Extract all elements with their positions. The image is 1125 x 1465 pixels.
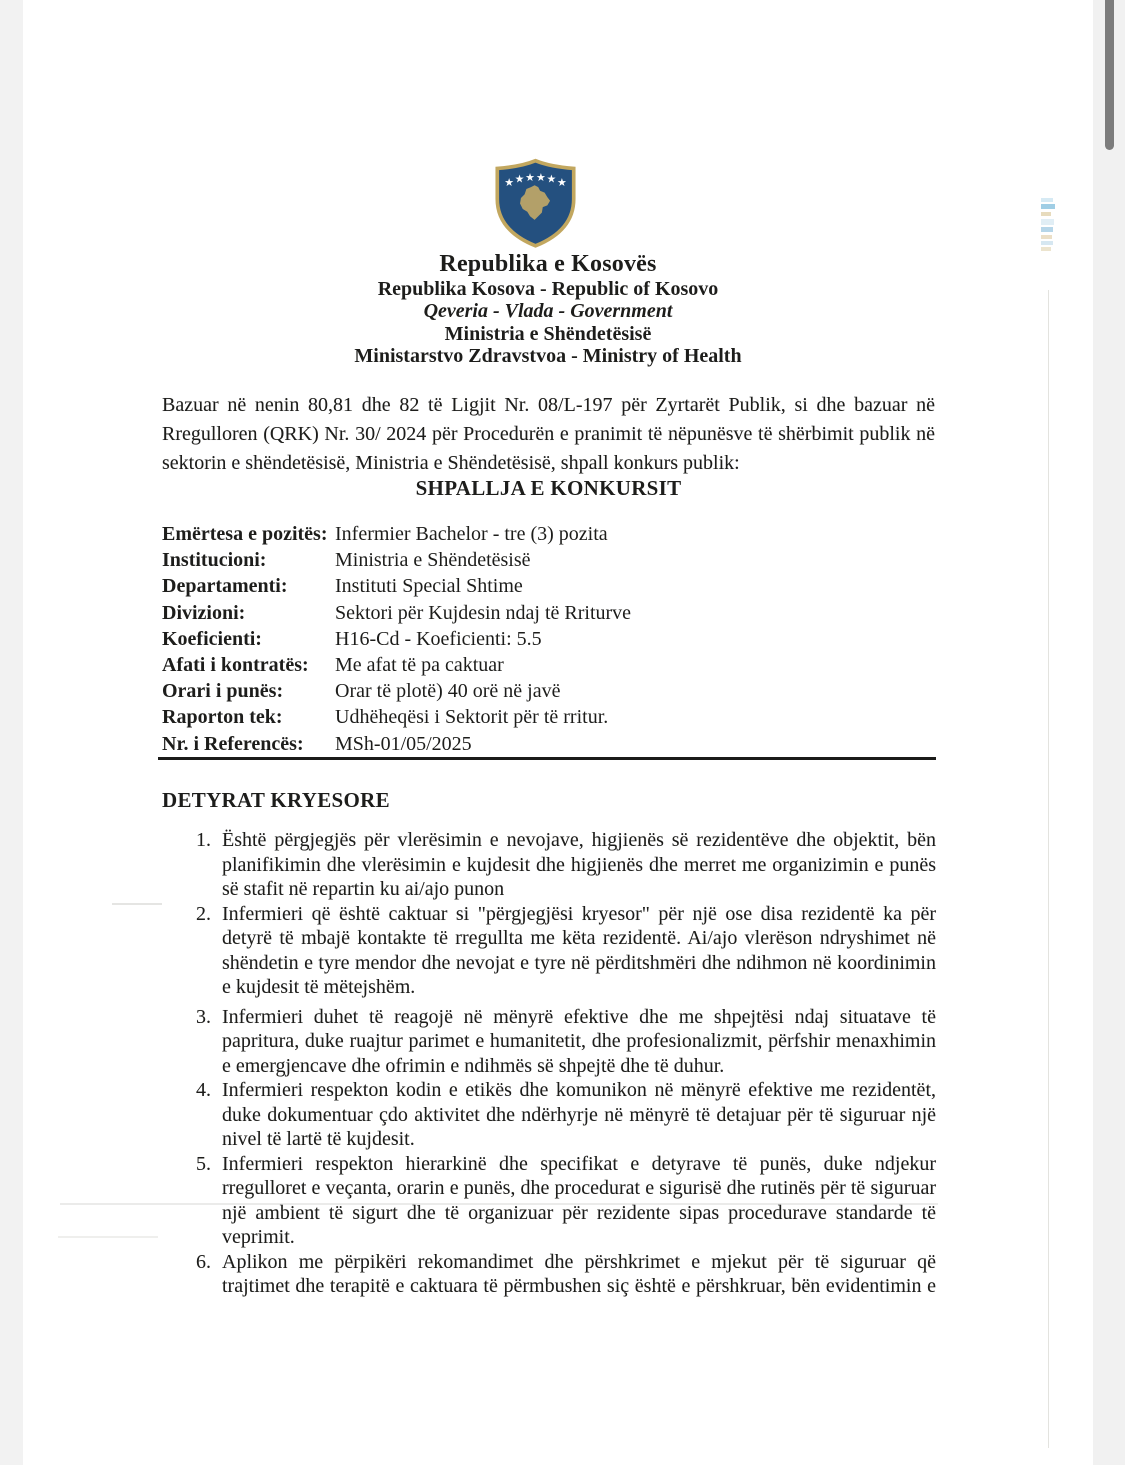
duty-text: Infermieri respekton hierarkinë dhe specifikat e detyrave të punës, duke ndjekur rregulloret e veçanta, orarin e punës, dhe procedurat e sigurisë dhe rutinës për të siguruar një ambient të sigurt dhe të organizuar për rezidente sipas procedurave standarde të veprimit. bbox=[222, 1152, 936, 1248]
scan-streak bbox=[112, 903, 162, 905]
horizontal-rule bbox=[158, 757, 936, 760]
duty-text: Është përgjegjës për vlerësimin e nevojave, higjienës së rezidentëve dhe objektit, bën planifikimin dhe vlerësimin e kujdesit dhe higjienës dhe merret me organizimin e punës së stafit në repartin ku ai/ajo punon bbox=[222, 829, 936, 900]
duty-text: Infermieri duhet të reagojë në mënyrë efektive dhe me shpejtësi ndaj situatave të papritura, duke ruajtur parimet e humanitetit, dhe profesionalizmit, përfshir menaxhimin e emergjencave dhe ofrimin e ndihmës së shpejtë dhe të duhur. bbox=[222, 1005, 936, 1077]
emblem-star-icon: ★ bbox=[504, 176, 515, 190]
duty-number: 5. bbox=[196, 1152, 211, 1175]
emblem-star-icon: ★ bbox=[546, 172, 557, 186]
letterhead-line: Republika e Kosovës bbox=[439, 251, 657, 277]
kosovo-coat-of-arms-icon bbox=[489, 158, 582, 249]
detail-value: Instituti Special Shtime bbox=[335, 575, 523, 598]
detail-value: MSh-01/05/2025 bbox=[335, 732, 472, 755]
duty-number: 3. bbox=[196, 1005, 211, 1028]
scrollbar-track[interactable] bbox=[1093, 0, 1125, 1465]
scrollbar-thumb[interactable] bbox=[1105, 0, 1114, 150]
scan-streak bbox=[58, 1236, 158, 1238]
duty-number: 1. bbox=[196, 829, 211, 851]
emblem-star-icon: ★ bbox=[556, 176, 567, 190]
viewer-left-margin bbox=[0, 0, 23, 1465]
duties-list bbox=[196, 828, 936, 1299]
detail-label: Raporton tek: bbox=[162, 706, 283, 729]
detail-label: Afati i kontratës: bbox=[162, 654, 309, 677]
intro-paragraph: Bazuar në nenin 80,81 dhe 82 të Ligjit Nr. 08/L-197 për Zyrtarët Publik, si dhe bazuar në Rregulloren (QRK) Nr. 30/ 2024 për Procedurën e pranimit të nëpunësve të shërbimit publik në sektorin e shëndetësisë, Ministria e Shëndetësisë, shpall konkurs publik: bbox=[162, 394, 935, 474]
scan-page-edge-line bbox=[1048, 290, 1049, 1448]
detail-label: Koeficienti: bbox=[162, 627, 262, 650]
duty-item bbox=[196, 1250, 936, 1299]
detail-value: Orar të plotë) 40 orë në javë bbox=[335, 680, 561, 703]
duty-number: 4. bbox=[196, 1079, 211, 1101]
detail-label: Orari i punës: bbox=[162, 680, 284, 703]
detail-label: Divizioni: bbox=[162, 601, 246, 624]
scan-color-mark bbox=[1041, 227, 1053, 232]
emblem-star-icon: ★ bbox=[525, 170, 535, 184]
duty-text: Infermieri që është caktuar si "përgjegjësi kryesor" për një ose disa rezidentë ka për detyrë të mbajë kontakte të rregullta me këta rezidentë. Ai/ajo vlerëson ndryshimet në shëndetin e tyre mendor dhe nevojat e tyre në përditshmëri dhe ndihmon në koordinimin e kujdesit të mëtejshëm. bbox=[222, 902, 936, 998]
letterhead-line: Republika Kosova - Republic of Kosovo bbox=[377, 278, 719, 300]
duties-heading: DETYRAT KRYESORE bbox=[162, 788, 390, 812]
scan-color-mark bbox=[1041, 219, 1054, 225]
announcement-title: SHPALLJA E KONKURSIT bbox=[415, 476, 682, 500]
letterhead-line: Qeveria - Vlada - Government bbox=[423, 300, 673, 323]
detail-value: Me afat të pa caktuar bbox=[335, 654, 504, 677]
letterhead-line: Ministarstvo Zdravstvoa - Ministry of Health bbox=[354, 345, 742, 368]
detail-label: Departamenti: bbox=[162, 575, 288, 598]
detail-label: Nr. i Referencës: bbox=[162, 732, 304, 755]
scan-color-mark bbox=[1041, 241, 1053, 245]
scan-color-mark bbox=[1041, 204, 1055, 209]
duty-item bbox=[196, 1078, 936, 1152]
duty-item bbox=[196, 1152, 936, 1250]
scan-color-mark bbox=[1041, 235, 1052, 239]
duty-number: 2. bbox=[196, 902, 211, 925]
scan-color-mark bbox=[1041, 247, 1051, 251]
detail-value: Infermier Bachelor - tre (3) pozita bbox=[335, 523, 608, 545]
emblem-star-icon: ★ bbox=[514, 172, 525, 186]
detail-label: Institucioni: bbox=[162, 549, 267, 572]
duty-text: Infermieri respekton kodin e etikës dhe komunikon në mënyrë efektive me rezidentët, duke dokumentuar çdo aktivitet dhe ndërhyrje në mënyrë të detajuar për të siguruar një nivel të lartë të kujdesit. bbox=[222, 1079, 936, 1150]
scan-color-mark bbox=[1041, 198, 1053, 202]
detail-value: Ministria e Shëndetësisë bbox=[335, 549, 531, 572]
duty-number: 6. bbox=[196, 1250, 211, 1273]
duty-item bbox=[196, 1005, 936, 1079]
duty-item bbox=[196, 902, 936, 1000]
detail-value: Sektori për Kujdesin ndaj të Rriturve bbox=[335, 601, 632, 624]
duty-item bbox=[196, 828, 936, 902]
scan-color-mark bbox=[1041, 212, 1051, 216]
detail-value: H16-Cd - Koeficienti: 5.5 bbox=[335, 627, 542, 650]
letterhead-line: Ministria e Shëndetësisë bbox=[444, 322, 652, 345]
document-letterhead bbox=[160, 251, 936, 368]
position-details-table bbox=[162, 521, 936, 757]
detail-value: Udhëheqësi i Sektorit për të rritur. bbox=[335, 706, 609, 729]
detail-label: Emërtesa e pozitës: bbox=[162, 523, 328, 545]
emblem-star-icon: ★ bbox=[536, 170, 546, 184]
duty-text: Aplikon me përpikëri rekomandimet dhe përshkrimet e mjekut për të siguruar që trajtimet dhe terapitë e caktuara të përmbushen siç është e përshkruar, bën evidentimin e bbox=[222, 1250, 936, 1297]
